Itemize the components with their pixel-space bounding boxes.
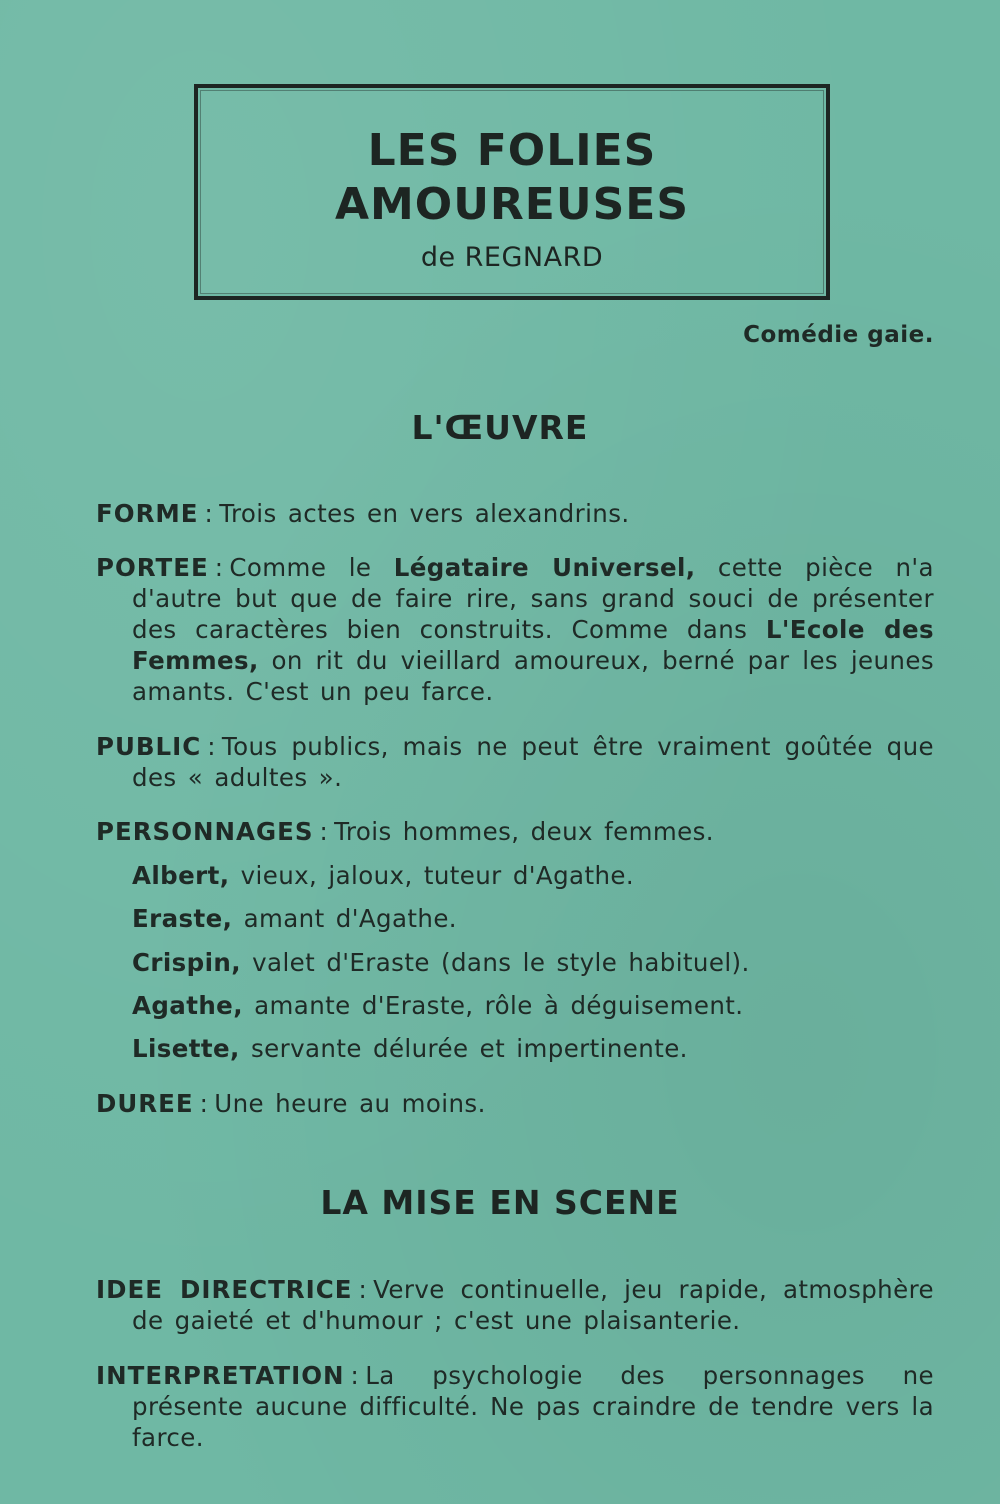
character-name: Crispin, — [132, 948, 241, 977]
label-interpretation: INTERPRETATION — [96, 1361, 345, 1390]
character-desc: vieux, jaloux, tuteur d'Agathe. — [240, 861, 635, 890]
section-heading-mise-en-scene: LA MISE EN SCENE — [320, 1183, 680, 1222]
character-name: Agathe, — [132, 991, 243, 1020]
label-personnages: PERSONNAGES — [96, 817, 314, 846]
text-forme: Trois actes en vers alexandrins. — [219, 499, 630, 528]
character-name: Eraste, — [132, 904, 233, 933]
character-desc: servante délurée et impertinente. — [250, 1034, 688, 1063]
text-idee: Verve continuelle, jeu rapide, atmosphère de gaieté et d'humour ; c'est une plaisanterie. — [132, 1275, 934, 1335]
entry-personnages — [96, 816, 934, 847]
character-lisette — [132, 1033, 932, 1064]
character-albert — [132, 860, 932, 891]
separator: : — [350, 1361, 360, 1390]
text-interpretation: La psychologie des personnages ne présente aucune difficulté. Ne pas craindre de tendre vers la farce. — [132, 1361, 934, 1452]
text-public: Tous publics, mais ne peut être vraiment goûtée que des « adultes ». — [132, 732, 934, 792]
label-portee: PORTEE — [96, 553, 209, 582]
separator: : — [199, 1089, 209, 1118]
separator: : — [204, 499, 214, 528]
character-name: Lisette, — [132, 1034, 240, 1063]
label-public: PUBLIC — [96, 732, 202, 761]
entry-idee-directrice — [96, 1274, 934, 1336]
work-title-legataire: Légataire Universel, — [393, 553, 696, 582]
entry-public — [96, 731, 934, 793]
author: de REGNARD — [420, 242, 604, 273]
character-desc: amante d'Eraste, rôle à déguisement. — [254, 991, 744, 1020]
separator: : — [214, 553, 224, 582]
character-desc: valet d'Eraste (dans le style habituel). — [252, 948, 750, 977]
character-crispin — [132, 947, 932, 978]
character-eraste — [132, 903, 932, 934]
entry-interpretation — [96, 1360, 934, 1453]
text-portee-2: cette pièce n'a d'autre but que de faire rire, sans grand souci de présenter des caractères bien construits. Comme dans — [132, 553, 934, 644]
text-duree: Une heure au moins. — [214, 1089, 486, 1118]
entry-portee — [96, 552, 934, 707]
title-line-1: LES FOLIES — [367, 125, 657, 176]
separator: : — [207, 732, 216, 761]
separator: : — [319, 817, 329, 846]
character-agathe — [132, 990, 932, 1021]
character-name: Albert, — [132, 861, 230, 890]
text-portee-1: Comme le — [229, 553, 372, 582]
label-forme: FORME — [96, 499, 199, 528]
label-idee: IDEE DIRECTRICE — [96, 1275, 353, 1304]
text-personnages: Trois hommes, deux femmes. — [334, 817, 714, 846]
text-portee-3: on rit du vieillard amoureux, berné par les jeunes amants. C'est un peu farce. — [132, 646, 934, 706]
entry-duree — [96, 1088, 934, 1119]
title-box — [194, 84, 830, 300]
genre: Comédie gaie. — [743, 322, 934, 348]
section-heading-oeuvre: L'ŒUVRE — [411, 408, 589, 447]
character-desc: amant d'Agathe. — [243, 904, 457, 933]
work-title-ecole: L'Ecole des Femmes, — [132, 615, 934, 675]
label-duree: DUREE — [96, 1089, 194, 1118]
separator: : — [358, 1275, 368, 1304]
entry-forme — [96, 498, 934, 529]
title-line-2: AMOUREUSES — [334, 179, 690, 230]
